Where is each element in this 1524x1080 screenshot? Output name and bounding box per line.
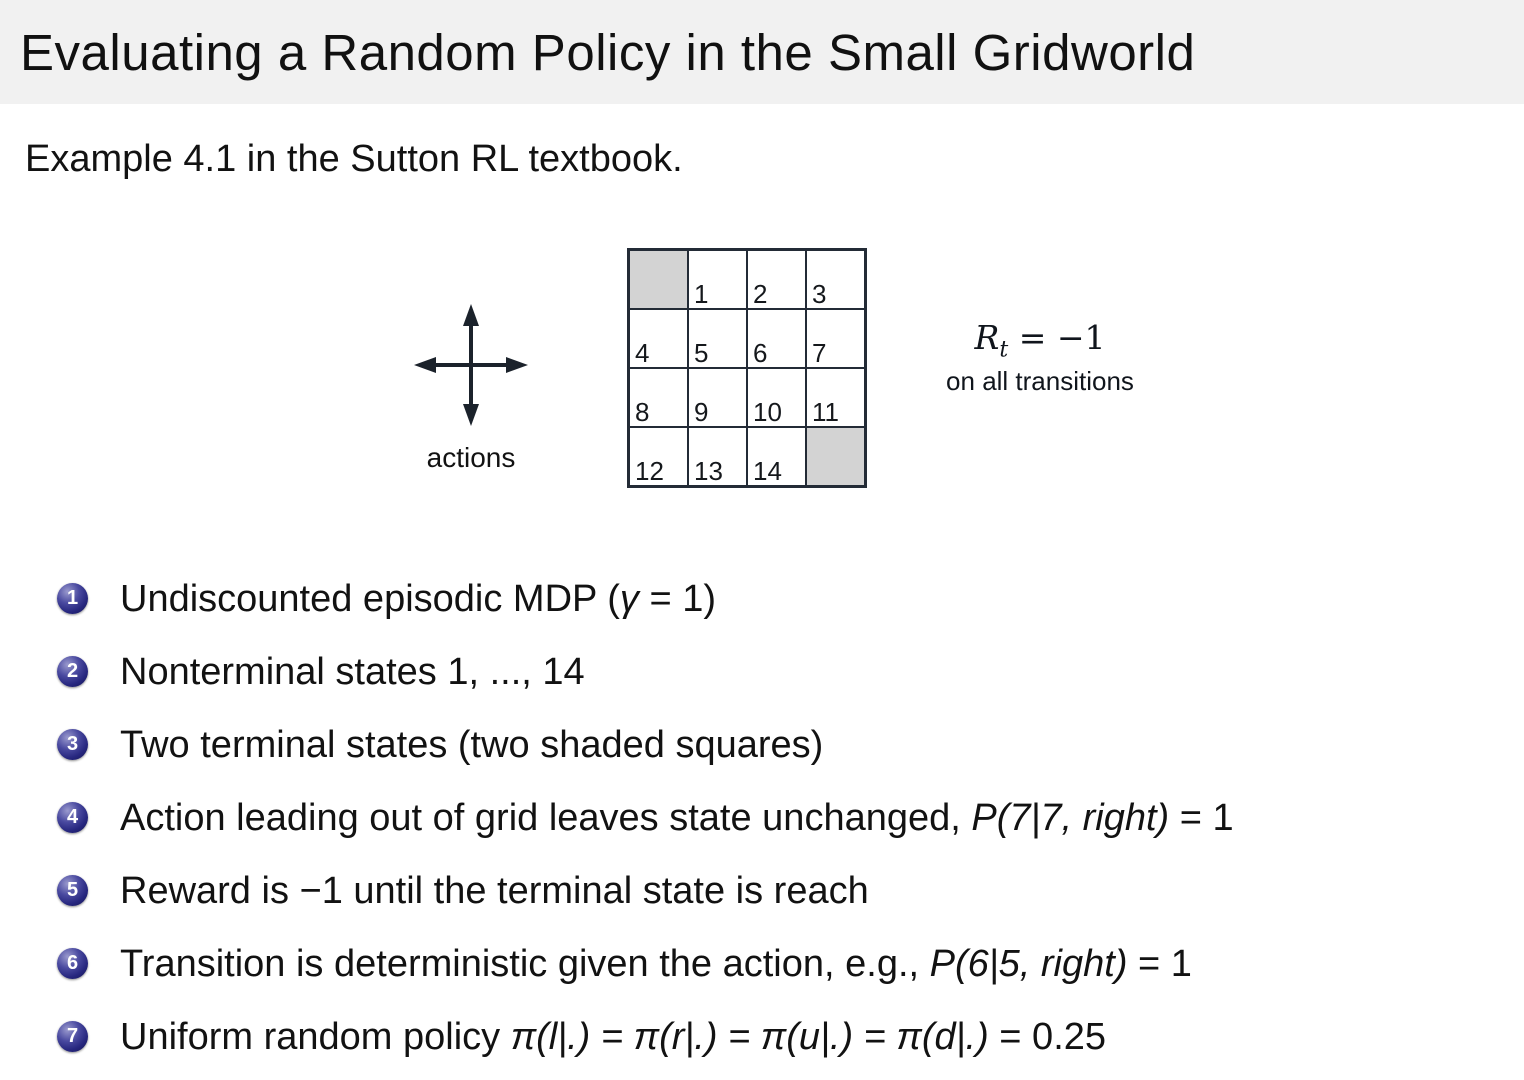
grid-cell: 3 <box>806 250 865 309</box>
grid-cell: 4 <box>629 309 688 368</box>
item-text-post: = 1 <box>1169 797 1234 839</box>
reward-subscript: t <box>999 337 1009 363</box>
item-text-pre: Undiscounted episodic MDP ( <box>120 578 620 620</box>
grid-cell: 5 <box>688 309 747 368</box>
item-text-post: = 1) <box>638 578 716 620</box>
grid-cell: 10 <box>747 368 806 427</box>
item-text <box>120 941 1192 987</box>
reward-caption: on all transitions <box>946 365 1134 396</box>
actions-diagram <box>408 302 534 474</box>
list-item-1 <box>57 576 1507 622</box>
grid-cell: 9 <box>688 368 747 427</box>
list-item-6 <box>57 941 1507 987</box>
grid-cell: 7 <box>806 309 865 368</box>
item-badge-5 <box>57 875 88 906</box>
title-bar <box>0 0 1524 104</box>
badge-number: 4 <box>66 806 79 828</box>
grid-cell-terminal <box>629 250 688 309</box>
item-text-math: γ <box>619 578 639 620</box>
item-text-pre: Two terminal states (two shaded squares) <box>120 724 824 766</box>
bullet-list <box>57 576 1507 1080</box>
list-item-2 <box>57 649 1507 695</box>
item-text <box>120 649 585 695</box>
slide-title: Evaluating a Random Policy in the Small Gridworld <box>20 23 1196 81</box>
grid-cell: 14 <box>747 427 806 486</box>
badge-number: 3 <box>66 733 79 755</box>
item-text-math: P(6|5, right) <box>929 943 1128 985</box>
item-text-math: π(l|.) = π(r|.) = π(u|.) = π(d|.) <box>510 1016 989 1058</box>
item-text <box>120 576 716 622</box>
badge-number: 1 <box>66 587 79 609</box>
item-text <box>120 722 823 768</box>
grid-cell: 12 <box>629 427 688 486</box>
reward-annotation <box>925 318 1155 397</box>
grid-cell-terminal <box>806 427 865 486</box>
item-text-math: P(7|7, right) <box>971 797 1170 839</box>
reward-formula <box>925 318 1155 363</box>
list-item-7 <box>57 1014 1507 1060</box>
list-item-4 <box>57 795 1507 841</box>
gridworld-grid <box>627 248 867 488</box>
item-text <box>120 1014 1106 1060</box>
four-way-arrows-icon <box>412 302 530 428</box>
reward-var: R <box>974 318 1000 357</box>
item-badge-1 <box>57 583 88 614</box>
item-text-post: = 0.25 <box>988 1016 1107 1058</box>
item-badge-4 <box>57 802 88 833</box>
item-text <box>120 868 869 914</box>
actions-label: actions <box>426 442 516 473</box>
subtitle: Example 4.1 in the Sutton RL textbook. <box>25 138 683 180</box>
grid-cell: 8 <box>629 368 688 427</box>
item-badge-6 <box>57 948 88 979</box>
grid-cell: 6 <box>747 309 806 368</box>
item-badge-3 <box>57 729 88 760</box>
item-text-pre: Uniform random policy <box>120 1016 511 1058</box>
badge-number: 7 <box>66 1025 79 1047</box>
reward-value: = −1 <box>1008 318 1106 357</box>
item-badge-7 <box>57 1021 88 1052</box>
grid-cell: 11 <box>806 368 865 427</box>
badge-number: 2 <box>66 660 79 682</box>
item-badge-2 <box>57 656 88 687</box>
list-item-5 <box>57 868 1507 914</box>
item-text-pre: Reward is −1 until the terminal state is reach <box>120 870 869 912</box>
gridworld-figure <box>0 230 1524 510</box>
item-text <box>120 795 1234 841</box>
item-text-post: = 1 <box>1127 943 1192 985</box>
item-text-pre: Nonterminal states 1, ..., 14 <box>120 651 585 693</box>
grid-cell: 1 <box>688 250 747 309</box>
grid-cell: 13 <box>688 427 747 486</box>
badge-number: 6 <box>66 952 79 974</box>
list-item-3 <box>57 722 1507 768</box>
grid-cell: 2 <box>747 250 806 309</box>
item-text-pre: Transition is deterministic given the action, e.g., <box>120 943 930 985</box>
item-text-pre: Action leading out of grid leaves state unchanged, <box>120 797 972 839</box>
badge-number: 5 <box>66 879 79 901</box>
